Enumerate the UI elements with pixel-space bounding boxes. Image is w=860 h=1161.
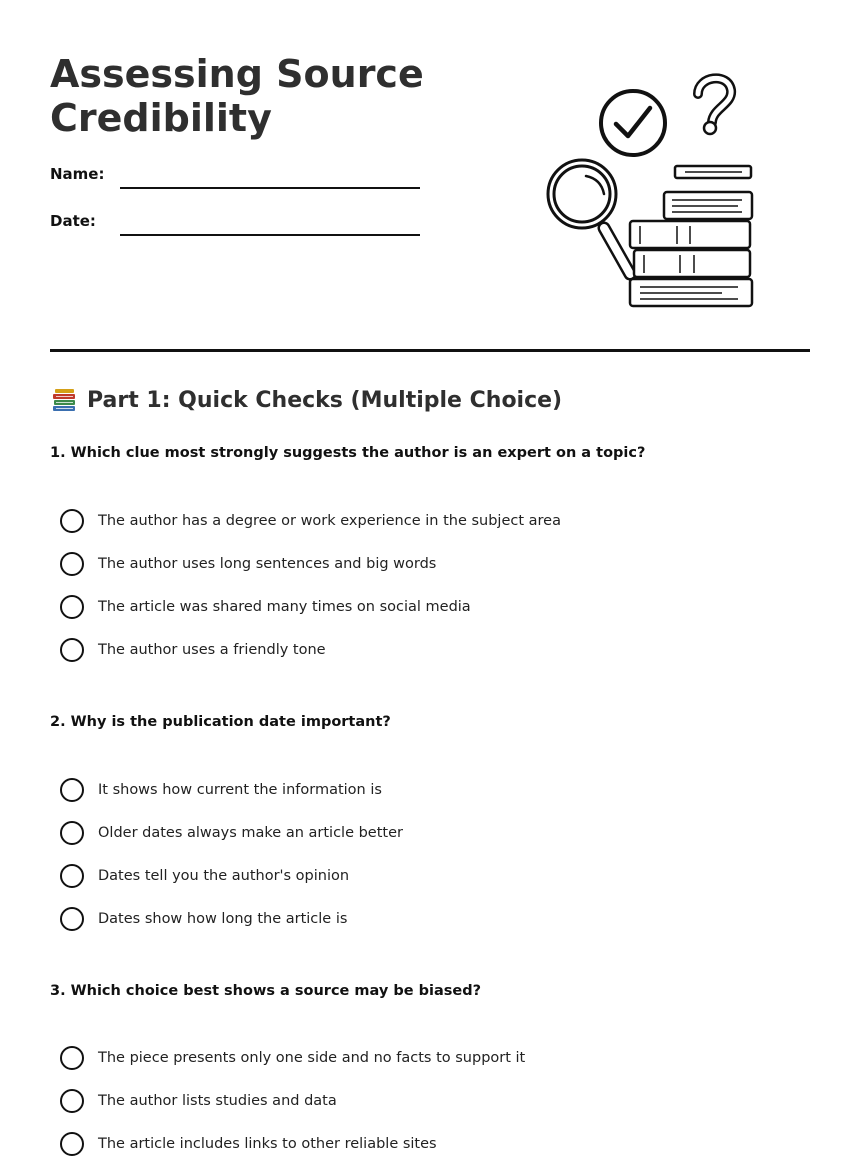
- option-label: The article includes links to other reliable sites: [98, 1136, 437, 1152]
- question-mark-icon: [698, 78, 731, 134]
- radio-button[interactable]: [60, 907, 84, 931]
- part1-heading-text: Part 1: Quick Checks (Multiple Choice): [87, 387, 563, 413]
- q1-option-4[interactable]: [60, 637, 326, 663]
- option-label: The article was shared many times on social media: [98, 599, 471, 615]
- radio-button[interactable]: [60, 821, 84, 845]
- q2-option-3[interactable]: [60, 863, 349, 889]
- q2-option-4[interactable]: [60, 906, 347, 932]
- q3-option-1[interactable]: [60, 1045, 525, 1071]
- radio-button[interactable]: [60, 1089, 84, 1113]
- q3-option-2[interactable]: [60, 1088, 337, 1114]
- radio-button[interactable]: [60, 778, 84, 802]
- date-label: Date:: [50, 212, 96, 230]
- option-label: Dates tell you the author's opinion: [98, 868, 350, 884]
- option-label: Dates show how long the article is: [98, 911, 348, 927]
- q2-option-2[interactable]: [60, 820, 403, 846]
- radio-button[interactable]: [60, 638, 84, 662]
- question-1: 1. Which clue most strongly suggests the author is an expert on a topic?: [50, 445, 646, 461]
- section-divider: [50, 349, 810, 352]
- option-label: It shows how current the information is: [98, 782, 382, 798]
- books-emoji-icon: [50, 386, 78, 414]
- option-label: The author lists studies and data: [98, 1093, 337, 1109]
- name-label: Name:: [50, 165, 105, 183]
- date-field[interactable]: [120, 234, 420, 236]
- book-stack-icon: [630, 166, 752, 306]
- radio-button[interactable]: [60, 1046, 84, 1070]
- option-label: The author has a degree or work experience in the subject area: [98, 513, 561, 529]
- radio-button[interactable]: [60, 509, 84, 533]
- radio-button[interactable]: [60, 552, 84, 576]
- check-circle-icon: [601, 91, 665, 155]
- option-label: Older dates always make an article better: [98, 825, 403, 841]
- header-illustration: [542, 64, 762, 314]
- option-label: The author uses a friendly tone: [98, 642, 326, 658]
- page-title: Assessing Source Credibility: [50, 52, 424, 140]
- q1-option-1[interactable]: [60, 508, 561, 534]
- question-2: 2. Why is the publication date important?: [50, 714, 391, 730]
- radio-button[interactable]: [60, 1132, 84, 1156]
- question-3: 3. Which choice best shows a source may be biased?: [50, 983, 482, 999]
- name-field[interactable]: [120, 187, 420, 189]
- q3-option-3[interactable]: [60, 1131, 437, 1157]
- q2-option-1[interactable]: [60, 777, 382, 803]
- radio-button[interactable]: [60, 864, 84, 888]
- q1-option-2[interactable]: [60, 551, 436, 577]
- q1-option-3[interactable]: [60, 594, 471, 620]
- part1-heading: [50, 386, 562, 414]
- radio-button[interactable]: [60, 595, 84, 619]
- option-label: The author uses long sentences and big words: [98, 556, 437, 572]
- option-label: The piece presents only one side and no facts to support it: [98, 1050, 526, 1066]
- magnifying-glass-icon: [548, 160, 630, 274]
